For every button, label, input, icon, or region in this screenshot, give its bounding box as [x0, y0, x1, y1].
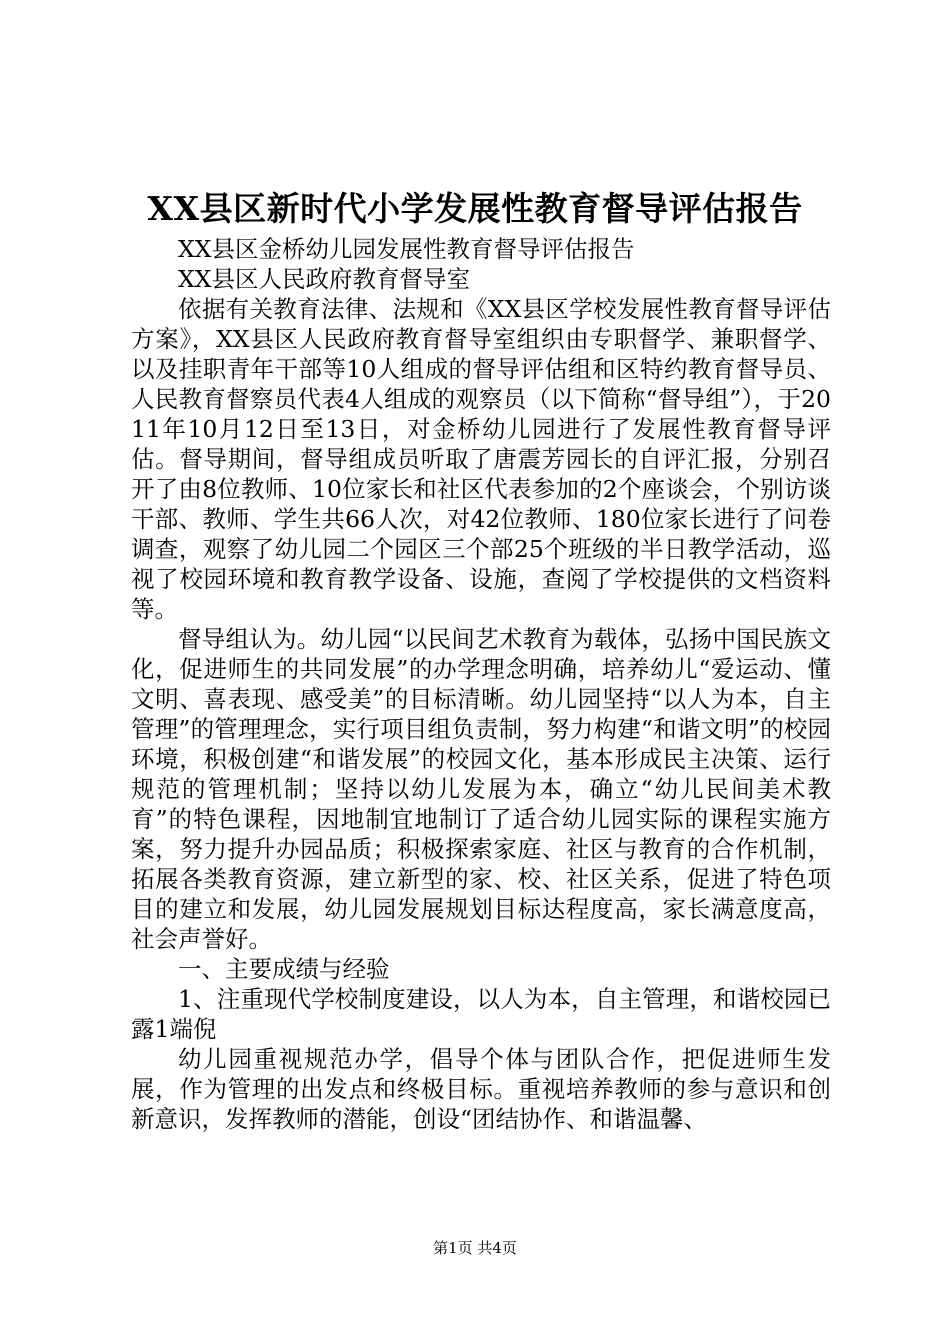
document-title: XX县区新时代小学发展性教育督导评估报告	[147, 189, 803, 228]
issuer-line: XX县区人民政府教育督导室	[178, 265, 470, 293]
body-paragraph: 依据有关教育法律、法规和《XX县区学校发展性教育督导评估方案》，XX县区人民政府教育督导室组织由专职督学、兼职督学、以及挂职青年干部等10人组成的督导评估组和区特约教育督导员、人民教育督察员代表4人组成的观察员（以下简称“督导组”），于2011年10月12日至13日，对金桥幼儿园进行了发展性教育督导评估。督导期间，督导组成员听取了唐震芳园长的自评汇报，分别召开了由8位教师、10位家长和社区代表参加的2个座谈会，个别访谈干部、教师、学生共66人次，对42位教师、180位家长进行了问卷调查，观察了幼儿园二个园区三个部25个班级的半日教学活动，巡视了校园环境和教育教学设备、设施，查阅了学校提供的文档资料等。	[131, 295, 831, 623]
document-body	[131, 234, 831, 1134]
body-paragraph: 幼儿园重视规范办学，倡导个体与团队合作，把促进师生发展，作为管理的出发点和终极目标。重视培养教师的参与意识和创新意识，发挥教师的潜能，创设“团结协作、和谐温馨、	[131, 1045, 831, 1133]
body-paragraph: 督导组认为。幼儿园“以民间艺术教育为载体，弘扬中国民族文化，促进师生的共同发展”的办学理念明确，培养幼儿“爱运动、懂文明、喜表现、感受美”的目标清晰。幼儿园坚持“以人为本，自主管理”的管理理念，实行项目组负责制，努力构建“和谐文明”的校园环境，积极创建“和谐发展”的校园文化，基本形成民主决策、运行规范的管理机制；坚持以幼儿发展为本，确立“幼儿民间美术教育”的特色课程，因地制宜地制订了适合幼儿园实际的课程实施方案，努力提升办园品质；积极探索家庭、社区与教育的合作机制，拓展各类教育资源，建立新型的家、校、社区关系，促进了特色项目的建立和发展，幼儿园发展规划目标达程度高，家长满意度高，社会声誉好。	[131, 625, 831, 953]
section-heading: 一、主要成绩与经验	[178, 955, 390, 983]
subtitle-line: XX县区金桥幼儿园发展性教育督导评估报告	[178, 235, 635, 263]
page-number: 第1页 共4页	[433, 1239, 517, 1257]
subsection-heading: 1、注重现代学校制度建设，以人为本，自主管理，和谐校园已露1端倪	[131, 985, 831, 1043]
